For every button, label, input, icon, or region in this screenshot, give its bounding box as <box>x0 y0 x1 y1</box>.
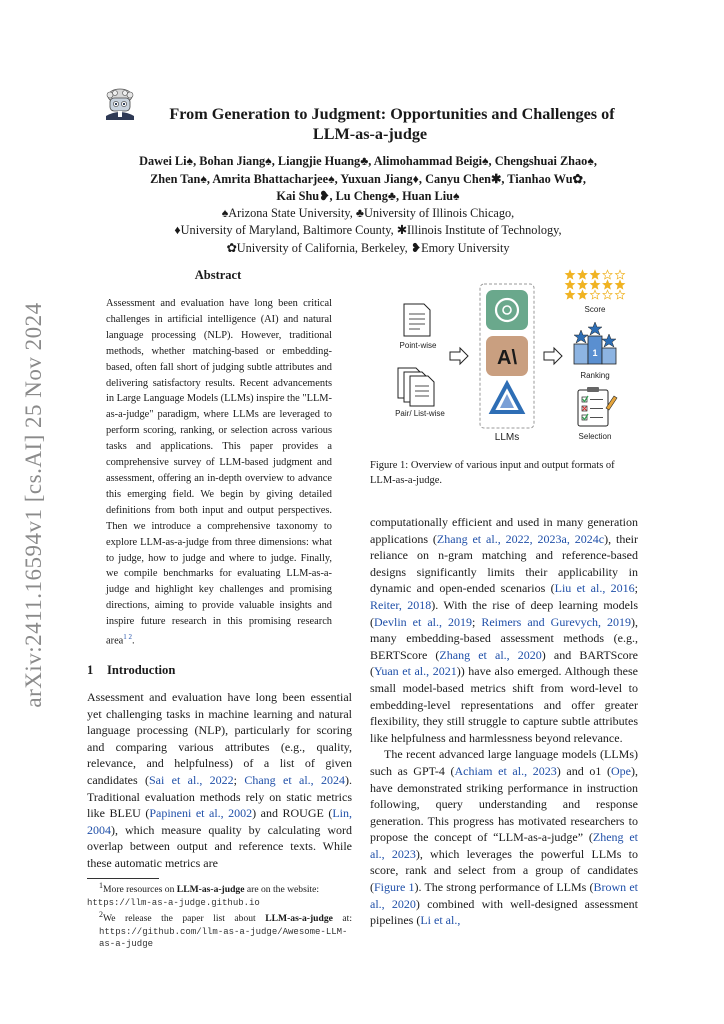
author-list <box>60 153 676 206</box>
score-star <box>603 280 612 289</box>
input-arrow-icon <box>450 348 468 364</box>
footnote-2-url[interactable]: https://github.com/llm-as-a-judge/Awesome-LLM-as-a-judge <box>99 926 348 950</box>
output-arrow-icon <box>544 348 562 364</box>
citation-link[interactable]: Achiam et al., 2023 <box>454 763 557 778</box>
score-star <box>578 280 587 289</box>
introduction-paragraph <box>87 689 352 872</box>
citation-link[interactable]: Zhang et al., 2022, 2023a, 2024c <box>436 531 605 546</box>
citation-link[interactable]: Zheng et al., 2023 <box>370 830 638 861</box>
body-text: ; <box>634 581 638 596</box>
citation-link[interactable]: Brown et al., 2020 <box>370 880 638 911</box>
score-star <box>590 270 599 279</box>
footnote-bold: LLM-as-a-judge <box>265 913 333 925</box>
footnote-number: 2 <box>99 910 103 920</box>
citation-link[interactable]: Devlin et al., 2019 <box>374 614 472 629</box>
score-star <box>590 290 599 299</box>
llms-label: LLMs <box>494 432 520 443</box>
citation-link[interactable]: Figure 1 <box>374 880 415 895</box>
citation-link[interactable]: Reiter, 2018 <box>370 597 432 612</box>
footnote-number: 1 <box>99 881 103 890</box>
footnote-text: are on the website: <box>244 884 320 896</box>
score-star <box>565 290 574 299</box>
citation-link[interactable]: Ope <box>611 763 632 778</box>
abstract-text <box>106 296 332 649</box>
citation-link[interactable]: Yuan et al., 2021 <box>374 664 457 679</box>
paper-title <box>70 104 670 144</box>
citation-link[interactable]: Zhang et al., 2020 <box>439 647 542 662</box>
pointwise-document-icon <box>404 304 430 336</box>
affiliation-line-2: ♦University of Maryland, Baltimore County, ✱Illinois Institute of Technology, <box>174 223 562 238</box>
body-text: computationally efficient and used in many generation applications ( <box>370 515 638 546</box>
body-text: ; <box>472 614 482 629</box>
abstract-body-text: Assessment and evaluation have long been critical challenges in artificial intelligence (AI) and natural language processing (NLP). However, traditional methods, whether matching-based or embedding-based, often fall short of judging subtle attributes and delivering satisfactory results. Recent advancements in Large Language Models (LLMs) inspire the "LLM-as-a-judge" paradigm, where LLMs are leveraged to perform scoring, ranking, or selection across various tasks and applications. This paper provides a comprehensive survey of LLM-based judgment and assessment, offering an in-depth overview to advance this emerging field. We begin by giving detailed definitions from both input and output perspectives. Then we introduce a comprehensive taxonomy to explore LLM-as-a-judge from three dimensions: what to judge, how to judge and where to judge. Finally, we compile benchmarks for evaluating LLM-as-a-judge and highlight key challenges and promising directions, aiming to provide valuable insights and inspire future research in this promising research area <box>106 298 332 647</box>
intro-text-part: Assessment and evaluation have long been essential yet challenging tasks in machine learning and natural language processing (NLP), particularly for scoring and comparing various attributes (e.g., quality, relevance, and helpfulness) of a list of given candidates ( <box>87 690 352 787</box>
footnotes <box>87 880 352 951</box>
score-star <box>615 290 624 299</box>
citation-link[interactable]: Papineni et al., 2002 <box>149 806 253 821</box>
body-text: ), many embedding-based assessment methods (e.g., BERTScore ( <box>370 614 638 662</box>
pairwise-documents-icon <box>398 368 434 406</box>
body-text: )) have also emerged. Although these small model-based metrics shift from word-level to embedding-level representations and offer greater flexibility, they still struggle to capture subtle attributes like helpfulness and harmlessness beyond relevance. <box>370 664 638 745</box>
selection-label: Selection <box>578 432 612 441</box>
paragraph-2 <box>370 746 638 929</box>
pointwise-label: Point-wise <box>399 341 437 350</box>
figure-caption: Figure 1: Overview of various input and output formats of LLM-as-a-judge. <box>370 460 615 486</box>
rank-number: 1 <box>592 348 598 358</box>
body-text: ) and o1 ( <box>556 763 612 778</box>
score-star <box>565 270 574 279</box>
citation-link[interactable]: Chang et al., 2024 <box>244 772 345 787</box>
score-label: Score <box>584 305 606 314</box>
citation-link[interactable]: Reimers and Gurevych, 2019 <box>481 614 631 629</box>
body-text: ). The strong performance of LLMs ( <box>414 880 594 895</box>
pairlist-label: Pair/ List-wise <box>395 409 445 418</box>
citation-link[interactable]: Sai et al., 2022 <box>148 772 234 787</box>
score-star <box>590 280 599 289</box>
body-text: The recent advanced large language models (LLMs) such as GPT-4 ( <box>370 747 638 778</box>
footnote-text: at: <box>332 913 352 925</box>
body-text: ), have demonstrated striking performance in instruction following, query understanding and response generation. This progress has motivated researchers to propose the concept of “LLM-as-a-judge” ( <box>370 763 639 845</box>
score-star <box>603 270 612 279</box>
footnote-2 <box>87 909 352 951</box>
affiliation-line-1: ♠Arizona State University, ♣University of Illinois Chicago, <box>221 206 515 220</box>
section-heading-introduction <box>87 663 175 678</box>
section-title: Introduction <box>107 663 176 677</box>
abstract-footnote-marks[interactable]: 1 2 <box>123 633 133 642</box>
title-line-2: LLM-as-a-judge <box>312 125 428 143</box>
score-star <box>615 280 624 289</box>
footnote-1 <box>87 880 352 897</box>
citation-link[interactable]: Li et al., <box>420 913 461 928</box>
arxiv-stamp: arXiv:2411.16594v1 [cs.AI] 25 Nov 2024 <box>21 302 46 708</box>
title-line-1: From Generation to Judgment: Opportunities and Challenges of <box>169 105 615 123</box>
anthropic-logo-icon <box>486 336 528 376</box>
ranking-label: Ranking <box>580 371 610 380</box>
footnote-divider <box>87 878 159 879</box>
intro-text-part: ; <box>233 772 245 787</box>
right-column-text <box>370 514 638 929</box>
ranking-podium-icon <box>574 322 616 364</box>
body-text: ), their reliance on n-gram matching and reference-based designs significantly limits their applicability in dynamic and open-ended scenarios ( <box>370 531 638 596</box>
affiliation-list <box>60 205 676 257</box>
intro-text-part: ). Traditional evaluation methods rely on static metrics like BLEU ( <box>87 772 352 821</box>
body-text: ), which leverages the powerful LLMs to score, rank and select from a group of candidates ( <box>370 846 638 895</box>
footnote-bold: LLM-as-a-judge <box>176 884 245 896</box>
intro-text-part: ) and ROUGE ( <box>252 806 333 821</box>
author-line-1: Dawei Li♠, Bohan Jiang♠, Liangjie Huang♣, Alimohammad Beigi♠, Chengshuai Zhao♠, <box>139 154 597 168</box>
section-number: 1 <box>87 663 94 677</box>
abstract-end: . <box>132 635 135 647</box>
intro-text-part: ), which measure quality by calculating word overlap between output and reference texts. While these automatic metrics are <box>87 822 352 870</box>
figure-1-diagram <box>368 268 638 448</box>
footnote-text: We release the paper list about <box>103 913 266 925</box>
score-star <box>578 270 587 279</box>
openai-logo-icon <box>486 290 528 330</box>
footnote-text: More resources on <box>103 884 177 896</box>
citation-link[interactable]: Lin, 2004 <box>87 806 352 837</box>
score-star <box>578 290 587 299</box>
score-star <box>565 280 574 289</box>
abstract-heading: Abstract <box>194 268 242 282</box>
body-text: ) combined with well-designed assessment pipelines ( <box>370 896 638 928</box>
affiliation-line-3: ✿University of California, Berkeley, ❥Emory University <box>226 240 510 255</box>
body-text: ) and BARTScore ( <box>370 647 638 679</box>
author-line-2: Zhen Tan♠, Amrita Bhattacharjee♠, Yuxuan Jiang♦, Canyu Chen✱, Tianhao Wu✿, <box>150 171 586 186</box>
footnote-1-url[interactable]: https://llm-as-a-judge.github.io <box>87 897 260 908</box>
score-star <box>615 270 624 279</box>
score-stars-icon <box>565 270 624 299</box>
svg-text:A\: A\ <box>497 347 517 369</box>
citation-link[interactable]: Liu et al., 2016 <box>554 581 635 596</box>
author-line-3: Kai Shu❥, Lu Cheng♣, Huan Liu♠ <box>276 189 460 204</box>
selection-checklist-icon <box>578 387 617 426</box>
body-text: ). With the rise of deep learning models ( <box>370 597 638 629</box>
score-star <box>603 290 612 299</box>
